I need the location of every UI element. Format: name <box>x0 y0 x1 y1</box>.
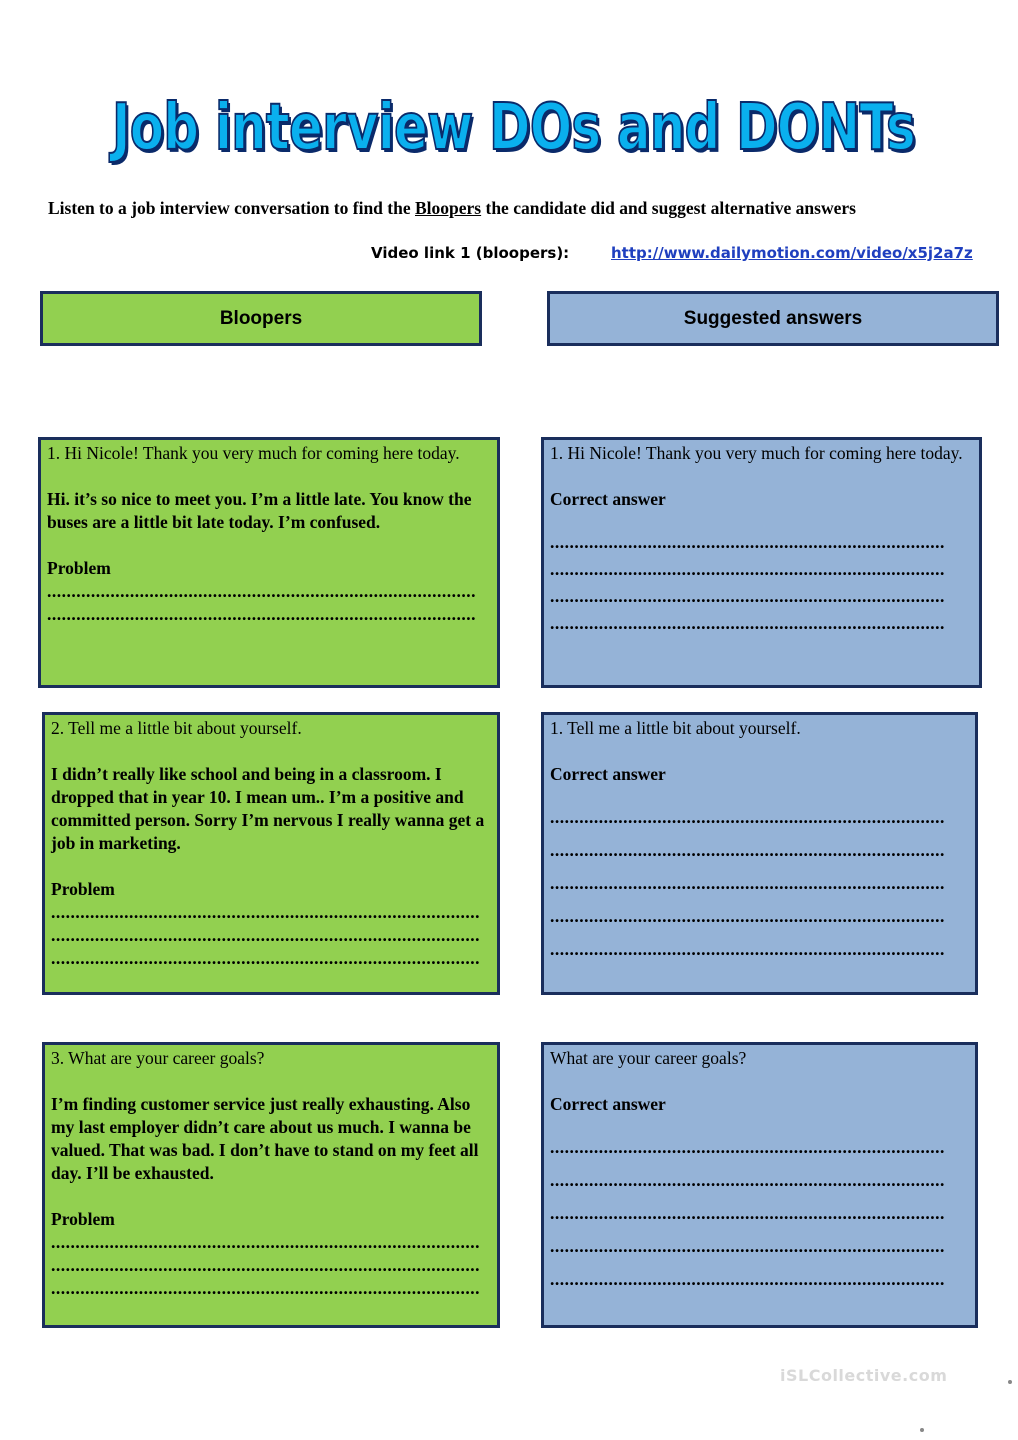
answer-line[interactable]: ................................................................................. <box>550 1269 945 1289</box>
suggestion-card-1 <box>541 437 982 688</box>
blooper-card-1 <box>38 437 500 688</box>
blooper-answer: I’m finding customer service just really exhausting. Also my last employer didn’t care about us much. I wanna be valued. That was bad. I don’t have to stand on my feet all day. I’ll be exhausted. <box>51 1094 479 1183</box>
answer-line[interactable]: ........................................................................................ <box>51 1278 480 1298</box>
instructions-bloopers: Bloopers <box>415 198 482 218</box>
answer-line[interactable]: ................................................................................. <box>550 939 945 959</box>
suggestion-card-3 <box>541 1042 978 1328</box>
answer-line[interactable]: ................................................................................. <box>550 532 945 552</box>
stray-dot <box>920 1428 924 1432</box>
blooper-card-2 <box>42 712 500 995</box>
suggested-answers-header: Suggested answers <box>547 291 999 346</box>
correct-answer-label: Correct answer <box>550 489 666 509</box>
instructions-before: Listen to a job interview conversation to find the <box>48 198 415 218</box>
correct-answer-label: Correct answer <box>550 764 666 784</box>
answer-line[interactable]: ........................................................................................ <box>51 948 480 968</box>
answer-line[interactable]: ................................................................................. <box>550 807 945 827</box>
answer-line[interactable]: ................................................................................. <box>550 873 945 893</box>
page-title: Job interview DOs and DONTs <box>111 91 915 165</box>
answer-line[interactable]: ................................................................................. <box>550 1236 945 1256</box>
answer-line[interactable]: ................................................................................. <box>550 613 945 633</box>
footer-watermark: iSLCollective.com <box>780 1366 948 1385</box>
blooper-question: 1. Hi Nicole! Thank you very much for coming here today. <box>47 443 460 463</box>
instructions-after: the candidate did and suggest alternative answers <box>481 198 856 218</box>
answer-line[interactable]: ........................................................................................ <box>51 925 480 945</box>
answer-line[interactable]: ........................................................................................ <box>47 581 476 601</box>
suggestion-card-2 <box>541 712 978 995</box>
suggestion-question: 1. Tell me a little bit about yourself. <box>550 718 801 738</box>
stray-dot <box>1008 1380 1012 1384</box>
answer-line[interactable]: ................................................................................. <box>550 906 945 926</box>
answer-line[interactable]: ........................................................................................ <box>51 1255 480 1275</box>
bloopers-header: Bloopers <box>40 291 482 346</box>
problem-label: Problem <box>51 1209 115 1229</box>
blooper-question: 3. What are your career goals? <box>51 1048 265 1068</box>
problem-label: Problem <box>51 879 115 899</box>
correct-answer-label: Correct answer <box>550 1094 666 1114</box>
answer-line[interactable]: ........................................................................................ <box>47 604 476 624</box>
instructions <box>48 198 988 219</box>
answer-line[interactable]: ................................................................................. <box>550 586 945 606</box>
problem-label: Problem <box>47 558 111 578</box>
answer-line[interactable]: ................................................................................. <box>550 840 945 860</box>
answer-line[interactable]: ................................................................................. <box>550 1137 945 1157</box>
blooper-answer: I didn’t really like school and being in a classroom. I dropped that in year 10. I mean um.. I’m a positive and committed person. Sorry I’m nervous I really wanna get a job in marketing. <box>51 764 485 853</box>
answer-line[interactable]: ................................................................................. <box>550 559 945 579</box>
answer-line[interactable]: ................................................................................. <box>550 1203 945 1223</box>
blooper-question: 2. Tell me a little bit about yourself. <box>51 718 302 738</box>
answer-line[interactable]: ........................................................................................ <box>51 1232 480 1252</box>
video-link-label: Video link 1 (bloopers): <box>371 244 570 262</box>
answer-line[interactable]: ................................................................................. <box>550 1170 945 1190</box>
blooper-answer: Hi. it’s so nice to meet you. I’m a little late. You know the buses are a little bit late today. I’m confused. <box>47 489 472 532</box>
blooper-card-3 <box>42 1042 500 1328</box>
suggestion-question: What are your career goals? <box>550 1048 747 1068</box>
video-link[interactable]: http://www.dailymotion.com/video/x5j2a7z <box>611 244 973 262</box>
suggestion-question: 1. Hi Nicole! Thank you very much for coming here today. <box>550 443 963 463</box>
answer-line[interactable]: ........................................................................................ <box>51 902 480 922</box>
